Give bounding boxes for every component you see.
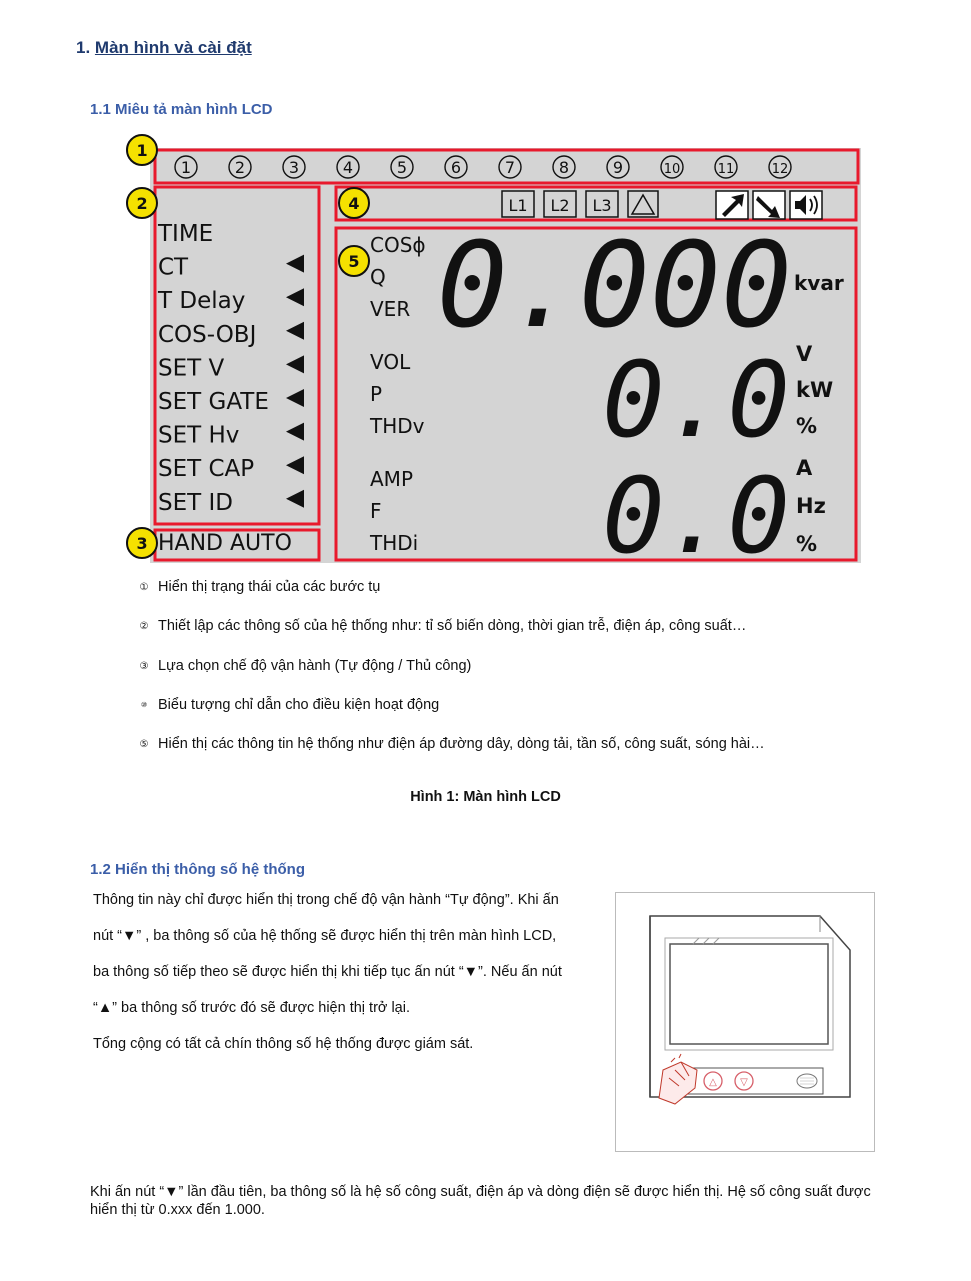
device-illustration xyxy=(615,892,875,1152)
legend-item-2 xyxy=(138,618,746,634)
callout-number: 5 xyxy=(348,252,360,271)
bottom-paragraph: Khi ấn nút “▼” lần đầu tiên, ba thông số là hệ số công suất, điện áp và dòng điện sẽ được hiển thị. Hệ số công suất được hiển thị từ 0.xxx đến 1.000. xyxy=(90,1184,871,1218)
unit-label: Hz xyxy=(796,494,826,518)
paragraph-line: ba thông số tiếp theo sẽ được hiển thị khi tiếp tục ấn nút “▼”. Nếu ấn nút xyxy=(93,964,562,980)
menu-item-label: COS-OBJ xyxy=(158,321,257,348)
measurement-label: COSϕ xyxy=(370,233,426,257)
step-number: 4 xyxy=(342,158,354,177)
menu-item-label: SET CAP xyxy=(158,456,255,483)
legend-number: ⑩ xyxy=(140,702,148,709)
unit-label: kW xyxy=(796,378,834,402)
arrow-down-right-icon xyxy=(753,191,785,219)
measurement-label: VER xyxy=(370,297,411,321)
callout-number: 3 xyxy=(136,534,148,553)
menu-item-label: SET ID xyxy=(158,489,233,516)
callout-1 xyxy=(127,135,157,165)
paragraph-line: nút “▼” , ba thông số của hệ thống sẽ được hiển thị trên màn hình LCD, xyxy=(93,928,557,944)
legend-number: ② xyxy=(139,620,149,632)
measurement-label: VOL xyxy=(370,350,411,374)
measurement-label: Q xyxy=(370,265,386,289)
callout-number: 4 xyxy=(348,194,360,213)
callout-2 xyxy=(127,188,157,218)
measurement-label: F xyxy=(370,499,382,523)
step-number: 2 xyxy=(234,158,246,177)
value-reading-3: 0.0 xyxy=(602,455,790,577)
legend-number: ③ xyxy=(139,660,149,672)
arrow-up-right-icon xyxy=(716,191,748,219)
measurement-label: THDi xyxy=(370,531,419,555)
measurement-label: THDv xyxy=(370,414,425,438)
section-1-title: Màn hình và cài đặt xyxy=(94,38,252,57)
legend-text: Lựa chọn chế độ vận hành (Tự động / Thủ công) xyxy=(158,658,472,674)
unit-label: V xyxy=(796,342,813,366)
section-1-number: 1. xyxy=(76,38,91,57)
callout-3 xyxy=(127,528,157,558)
legend-text: Biểu tượng chỉ dẫn cho điều kiện hoạt động xyxy=(158,697,440,713)
callout-number: 2 xyxy=(136,194,148,213)
paragraph-line: Tổng cộng có tất cả chín thông số hệ thống được giám sát. xyxy=(93,1036,474,1052)
menu-item-label: CT xyxy=(158,254,189,281)
menu-item-label: TIME xyxy=(158,221,214,247)
step-number: 9 xyxy=(612,158,624,177)
step-number: 3 xyxy=(288,158,300,177)
legend-number: ① xyxy=(139,581,149,593)
legend-text: Hiển thị các thông tin hệ thống như điện áp đường dây, dòng tải, tần số, công suất, sóng hài… xyxy=(158,736,765,752)
unit-label: kvar xyxy=(794,271,844,295)
mode-label: HAND AUTO xyxy=(158,531,292,556)
step-number: 10 xyxy=(663,162,681,177)
value-reading-1: 0.000 xyxy=(436,216,792,354)
device-screen xyxy=(670,944,828,1044)
legend-text: Thiết lập các thông số của hệ thống như: tỉ số biến dòng, thời gian trễ, điện áp, công suất… xyxy=(158,618,747,634)
callout-number: 1 xyxy=(136,141,148,160)
speaker-icon xyxy=(790,191,822,219)
menu-item-label: SET GATE xyxy=(158,389,269,415)
legend-item-4 xyxy=(138,697,439,713)
phase-label: L3 xyxy=(592,196,612,215)
paragraph-line: Thông tin này chỉ được hiển thị trong chế độ vận hành “Tự động”. Khi ấn xyxy=(93,892,559,908)
step-number: 11 xyxy=(717,162,735,177)
section-1-2-heading: 1.2 Hiển thị thông số hệ thống xyxy=(90,861,305,878)
paragraph-line: “▲” ba thông số trước đó sẽ được hiện thị trở lại. xyxy=(93,1000,410,1016)
phase-label: L1 xyxy=(508,196,528,215)
phase-label: L2 xyxy=(550,196,570,215)
step-number: 12 xyxy=(771,162,789,177)
device-up-symbol: △ xyxy=(709,1077,717,1088)
device-down-symbol: ▽ xyxy=(740,1077,748,1088)
section-1-1-heading: 1.1 Miêu tả màn hình LCD xyxy=(90,101,273,118)
legend-item-3 xyxy=(138,658,471,674)
lcd-diagram xyxy=(136,141,861,577)
callout-4 xyxy=(339,188,369,218)
paragraph-system-info xyxy=(93,882,603,1062)
menu-item-label: SET Hv xyxy=(158,422,240,449)
unit-label: % xyxy=(796,532,818,556)
unit-label: % xyxy=(796,414,818,438)
step-number: 7 xyxy=(504,158,516,177)
step-number: 6 xyxy=(450,158,462,177)
step-number: 1 xyxy=(180,158,192,177)
legend-item-1 xyxy=(138,579,380,595)
callout-5 xyxy=(339,246,369,276)
legend-number: ⑤ xyxy=(139,738,149,750)
legend-item-5 xyxy=(138,736,765,752)
menu-item-label: T Delay xyxy=(158,288,246,315)
menu-item-label: SET V xyxy=(158,355,225,382)
value-reading-2: 0.0 xyxy=(602,339,790,461)
step-number: 5 xyxy=(396,158,408,177)
step-number: 8 xyxy=(558,158,570,177)
figure-caption: Hình 1: Màn hình LCD xyxy=(410,789,561,805)
measurement-label: AMP xyxy=(370,467,413,491)
measurement-label: P xyxy=(370,382,383,406)
section-1-heading xyxy=(76,38,252,58)
unit-label: A xyxy=(796,456,813,480)
legend-text: Hiển thị trạng thái của các bước tụ xyxy=(158,579,381,595)
